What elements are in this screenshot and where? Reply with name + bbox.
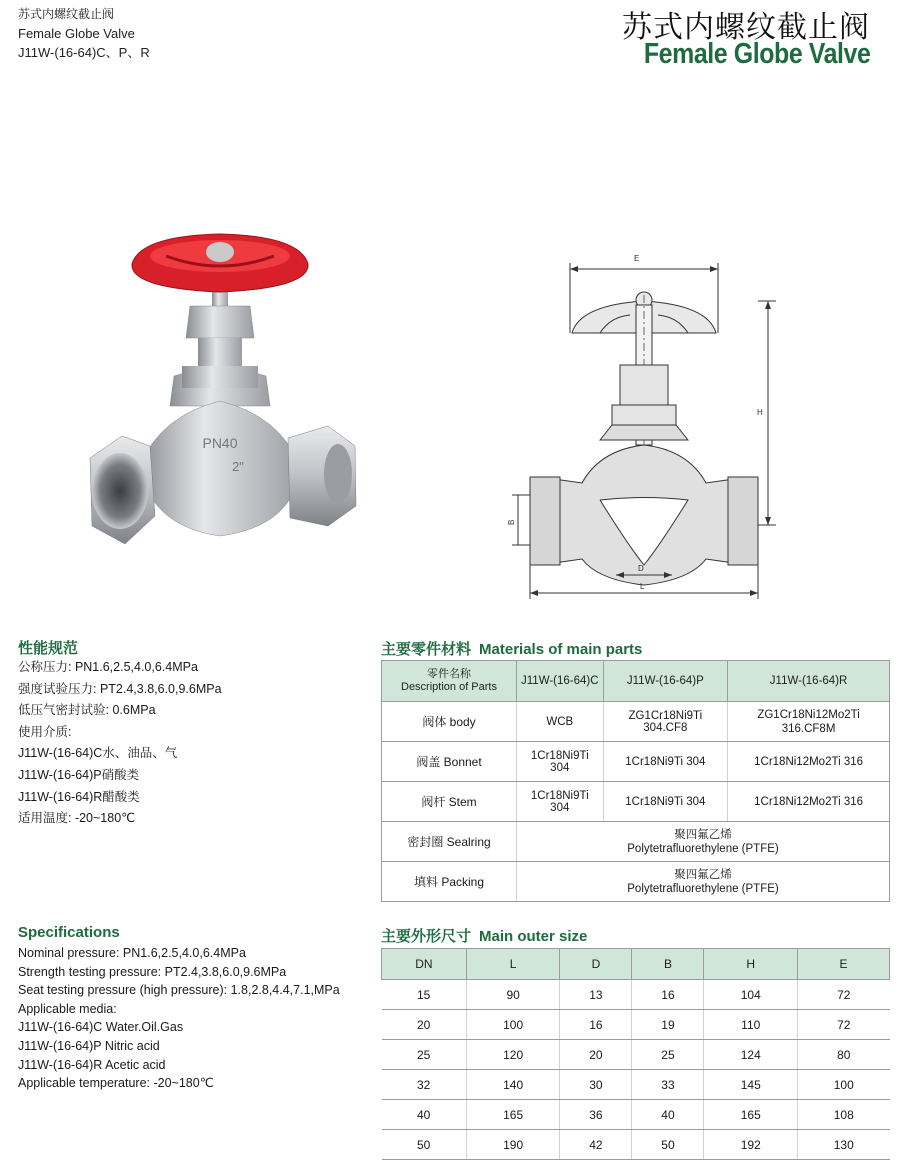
header-en-name: Female Globe Valve	[18, 26, 135, 41]
col-header: H	[704, 949, 798, 980]
dimension-cell: 16	[560, 1010, 632, 1040]
spec-cn-line: 适用温度: -20~180℃	[18, 811, 136, 826]
spec-en-line: J11W-(16-64)C Water.Oil.Gas	[18, 1020, 184, 1035]
specs-en-list	[18, 944, 340, 1093]
merged-material-cell	[517, 822, 890, 862]
col-desc-header	[382, 661, 517, 702]
spec-en-line: Nominal pressure: PN1.6,2.5,4.0,6.4MPa	[18, 946, 246, 960]
col-header: J11W-(16-64)P	[603, 661, 728, 702]
material-cell: 1Cr18Ni12Mo2Ti 316	[728, 782, 890, 822]
dimension-cell: 192	[704, 1130, 798, 1160]
dimension-cell: 90	[466, 980, 560, 1010]
spec-en-line: J11W-(16-64)R Acetic acid	[18, 1057, 166, 1072]
col-header: B	[632, 949, 704, 980]
dimensions-heading-cn: 主要外形尺寸	[381, 928, 472, 945]
dimension-cell: 36	[560, 1100, 632, 1130]
dimension-cell: 110	[704, 1010, 798, 1040]
dimension-cell: 145	[704, 1070, 798, 1100]
spec-en-line: Strength testing pressure: PT2.4,3.8,6.0,9.6MPa	[18, 964, 287, 979]
col-header: J11W-(16-64)R	[728, 661, 890, 702]
spec-cn-line: J11W-(16-64)P硝酸类	[18, 767, 140, 782]
spec-en-line: Applicable media:	[18, 1001, 117, 1016]
dimension-cell: 25	[382, 1040, 467, 1070]
dimension-cell: 13	[560, 980, 632, 1010]
table-row	[382, 1130, 890, 1160]
part-name: 阀杆 Stem	[382, 782, 517, 822]
dimension-cell: 30	[560, 1070, 632, 1100]
table-row	[382, 702, 890, 742]
table-row	[382, 1100, 890, 1130]
spec-cn-line: 低压气密封试验: 0.6MPa	[18, 703, 156, 718]
dimension-cell: 190	[466, 1130, 560, 1160]
spec-cn-line: J11W-(16-64)C水、油品、气	[18, 746, 178, 761]
dim-label-e: E	[634, 254, 640, 263]
col-header: L	[466, 949, 560, 980]
table-row	[382, 862, 890, 902]
dimension-cell: 25	[632, 1040, 704, 1070]
page-title-cn: 苏式内螺纹截止阀	[622, 10, 870, 45]
materials-table	[381, 660, 890, 902]
materials-heading-cn: 主要零件材料	[381, 641, 472, 658]
col-desc-cn: 零件名称	[427, 668, 471, 680]
specs-cn-heading: 性能规范	[18, 640, 79, 657]
dimension-cell: 32	[382, 1070, 467, 1100]
spec-cn-line: J11W-(16-64)R醋酸类	[18, 789, 140, 804]
part-name: 阀体 body	[382, 702, 517, 742]
dimension-cell: 72	[798, 980, 890, 1010]
dimension-cell: 100	[466, 1010, 560, 1040]
dimension-cell: 80	[798, 1040, 890, 1070]
dim-label-h: H	[757, 408, 763, 417]
materials-heading-en: Materials of main parts	[479, 641, 643, 658]
dimension-cell: 108	[798, 1100, 890, 1130]
col-header: DN	[382, 949, 467, 980]
dimensions-table	[381, 948, 890, 1160]
material-cell: 1Cr18Ni9Ti 304	[603, 742, 728, 782]
dim-label-d: D	[638, 564, 644, 573]
material-cn: 聚四氟乙烯	[674, 828, 732, 841]
material-en: Polytetrafluorethylene (PTFE)	[627, 842, 779, 855]
table-header-row	[382, 949, 890, 980]
dimensions-heading	[381, 925, 587, 946]
table-row	[382, 1010, 890, 1040]
dimensions-body	[382, 980, 890, 1160]
spec-en-line: J11W-(16-64)P Nitric acid	[18, 1038, 160, 1053]
spec-en-line: Applicable temperature: -20~180℃	[18, 1076, 214, 1091]
spec-cn-line: 强度试验压力: PT2.4,3.8,6.0,9.6MPa	[18, 681, 222, 696]
dimension-cell: 130	[798, 1130, 890, 1160]
dimension-cell: 42	[560, 1130, 632, 1160]
col-header: E	[798, 949, 890, 980]
part-name: 阀盖 Bonnet	[382, 742, 517, 782]
dimension-cell: 165	[704, 1100, 798, 1130]
dimension-cell: 15	[382, 980, 467, 1010]
dimension-cell: 50	[382, 1130, 467, 1160]
material-cell: 1Cr18Ni12Mo2Ti 316	[728, 742, 890, 782]
dimension-cell: 104	[704, 980, 798, 1010]
col-desc-en: Description of Parts	[401, 681, 497, 693]
table-header-row	[382, 661, 890, 702]
material-cell: 1Cr18Ni9Ti 304	[517, 742, 604, 782]
dimension-cell: 20	[560, 1040, 632, 1070]
table-row	[382, 1040, 890, 1070]
pn-marking: PN40	[202, 435, 238, 451]
dimension-cell: 33	[632, 1070, 704, 1100]
dimension-cell: 72	[798, 1010, 890, 1040]
material-cell: 1Cr18Ni9Ti 304	[517, 782, 604, 822]
table-row	[382, 782, 890, 822]
table-row	[382, 980, 890, 1010]
dimension-cell: 40	[632, 1100, 704, 1130]
dimension-cell: 165	[466, 1100, 560, 1130]
material-cell: ZG1Cr18Ni9Ti 304.CF8	[603, 702, 728, 742]
table-row	[382, 1070, 890, 1100]
dimension-cell: 40	[382, 1100, 467, 1130]
header-model: J11W-(16-64)C、P、R	[18, 45, 150, 60]
dimension-cell: 140	[466, 1070, 560, 1100]
dim-label-b: B	[507, 519, 516, 525]
dimension-cell: 124	[704, 1040, 798, 1070]
dimension-cell: 100	[798, 1070, 890, 1100]
dimension-cell: 50	[632, 1130, 704, 1160]
part-name: 密封圈 Sealring	[382, 822, 517, 862]
material-en: Polytetrafluorethylene (PTFE)	[627, 882, 779, 895]
specs-cn-list	[18, 657, 222, 830]
dim-label-l: L	[640, 582, 645, 591]
dimension-cell: 16	[632, 980, 704, 1010]
merged-material-cell	[517, 862, 890, 902]
spec-en-line: Seat testing pressure (high pressure): 1.8,2.8,4.4,7.1,MPa	[18, 983, 340, 998]
size-marking: 2"	[232, 459, 244, 474]
dimension-cell: 20	[382, 1010, 467, 1040]
part-name: 填料 Packing	[382, 862, 517, 902]
material-cn: 聚四氟乙烯	[674, 868, 732, 881]
col-header: D	[560, 949, 632, 980]
spec-cn-line: 使用介质:	[18, 724, 72, 739]
material-cell: ZG1Cr18Ni12Mo2Ti 316.CF8M	[728, 702, 890, 742]
material-cell: 1Cr18Ni9Ti 304	[603, 782, 728, 822]
material-cell: WCB	[517, 702, 604, 742]
table-row	[382, 742, 890, 782]
dimension-cell: 120	[466, 1040, 560, 1070]
header-cn-name: 苏式内螺纹截止阀	[18, 7, 115, 21]
page-title-en: Female Globe Valve	[643, 38, 870, 70]
table-row	[382, 822, 890, 862]
materials-heading	[381, 638, 642, 659]
col-header: J11W-(16-64)C	[517, 661, 604, 702]
dimension-cell: 19	[632, 1010, 704, 1040]
valve-technical-drawing	[500, 245, 790, 605]
spec-cn-line: 公称压力: PN1.6,2.5,4.0,6.4MPa	[18, 660, 198, 674]
specs-en-heading: Specifications	[18, 924, 120, 941]
valve-photo	[70, 226, 370, 571]
dimensions-heading-en: Main outer size	[479, 928, 588, 945]
